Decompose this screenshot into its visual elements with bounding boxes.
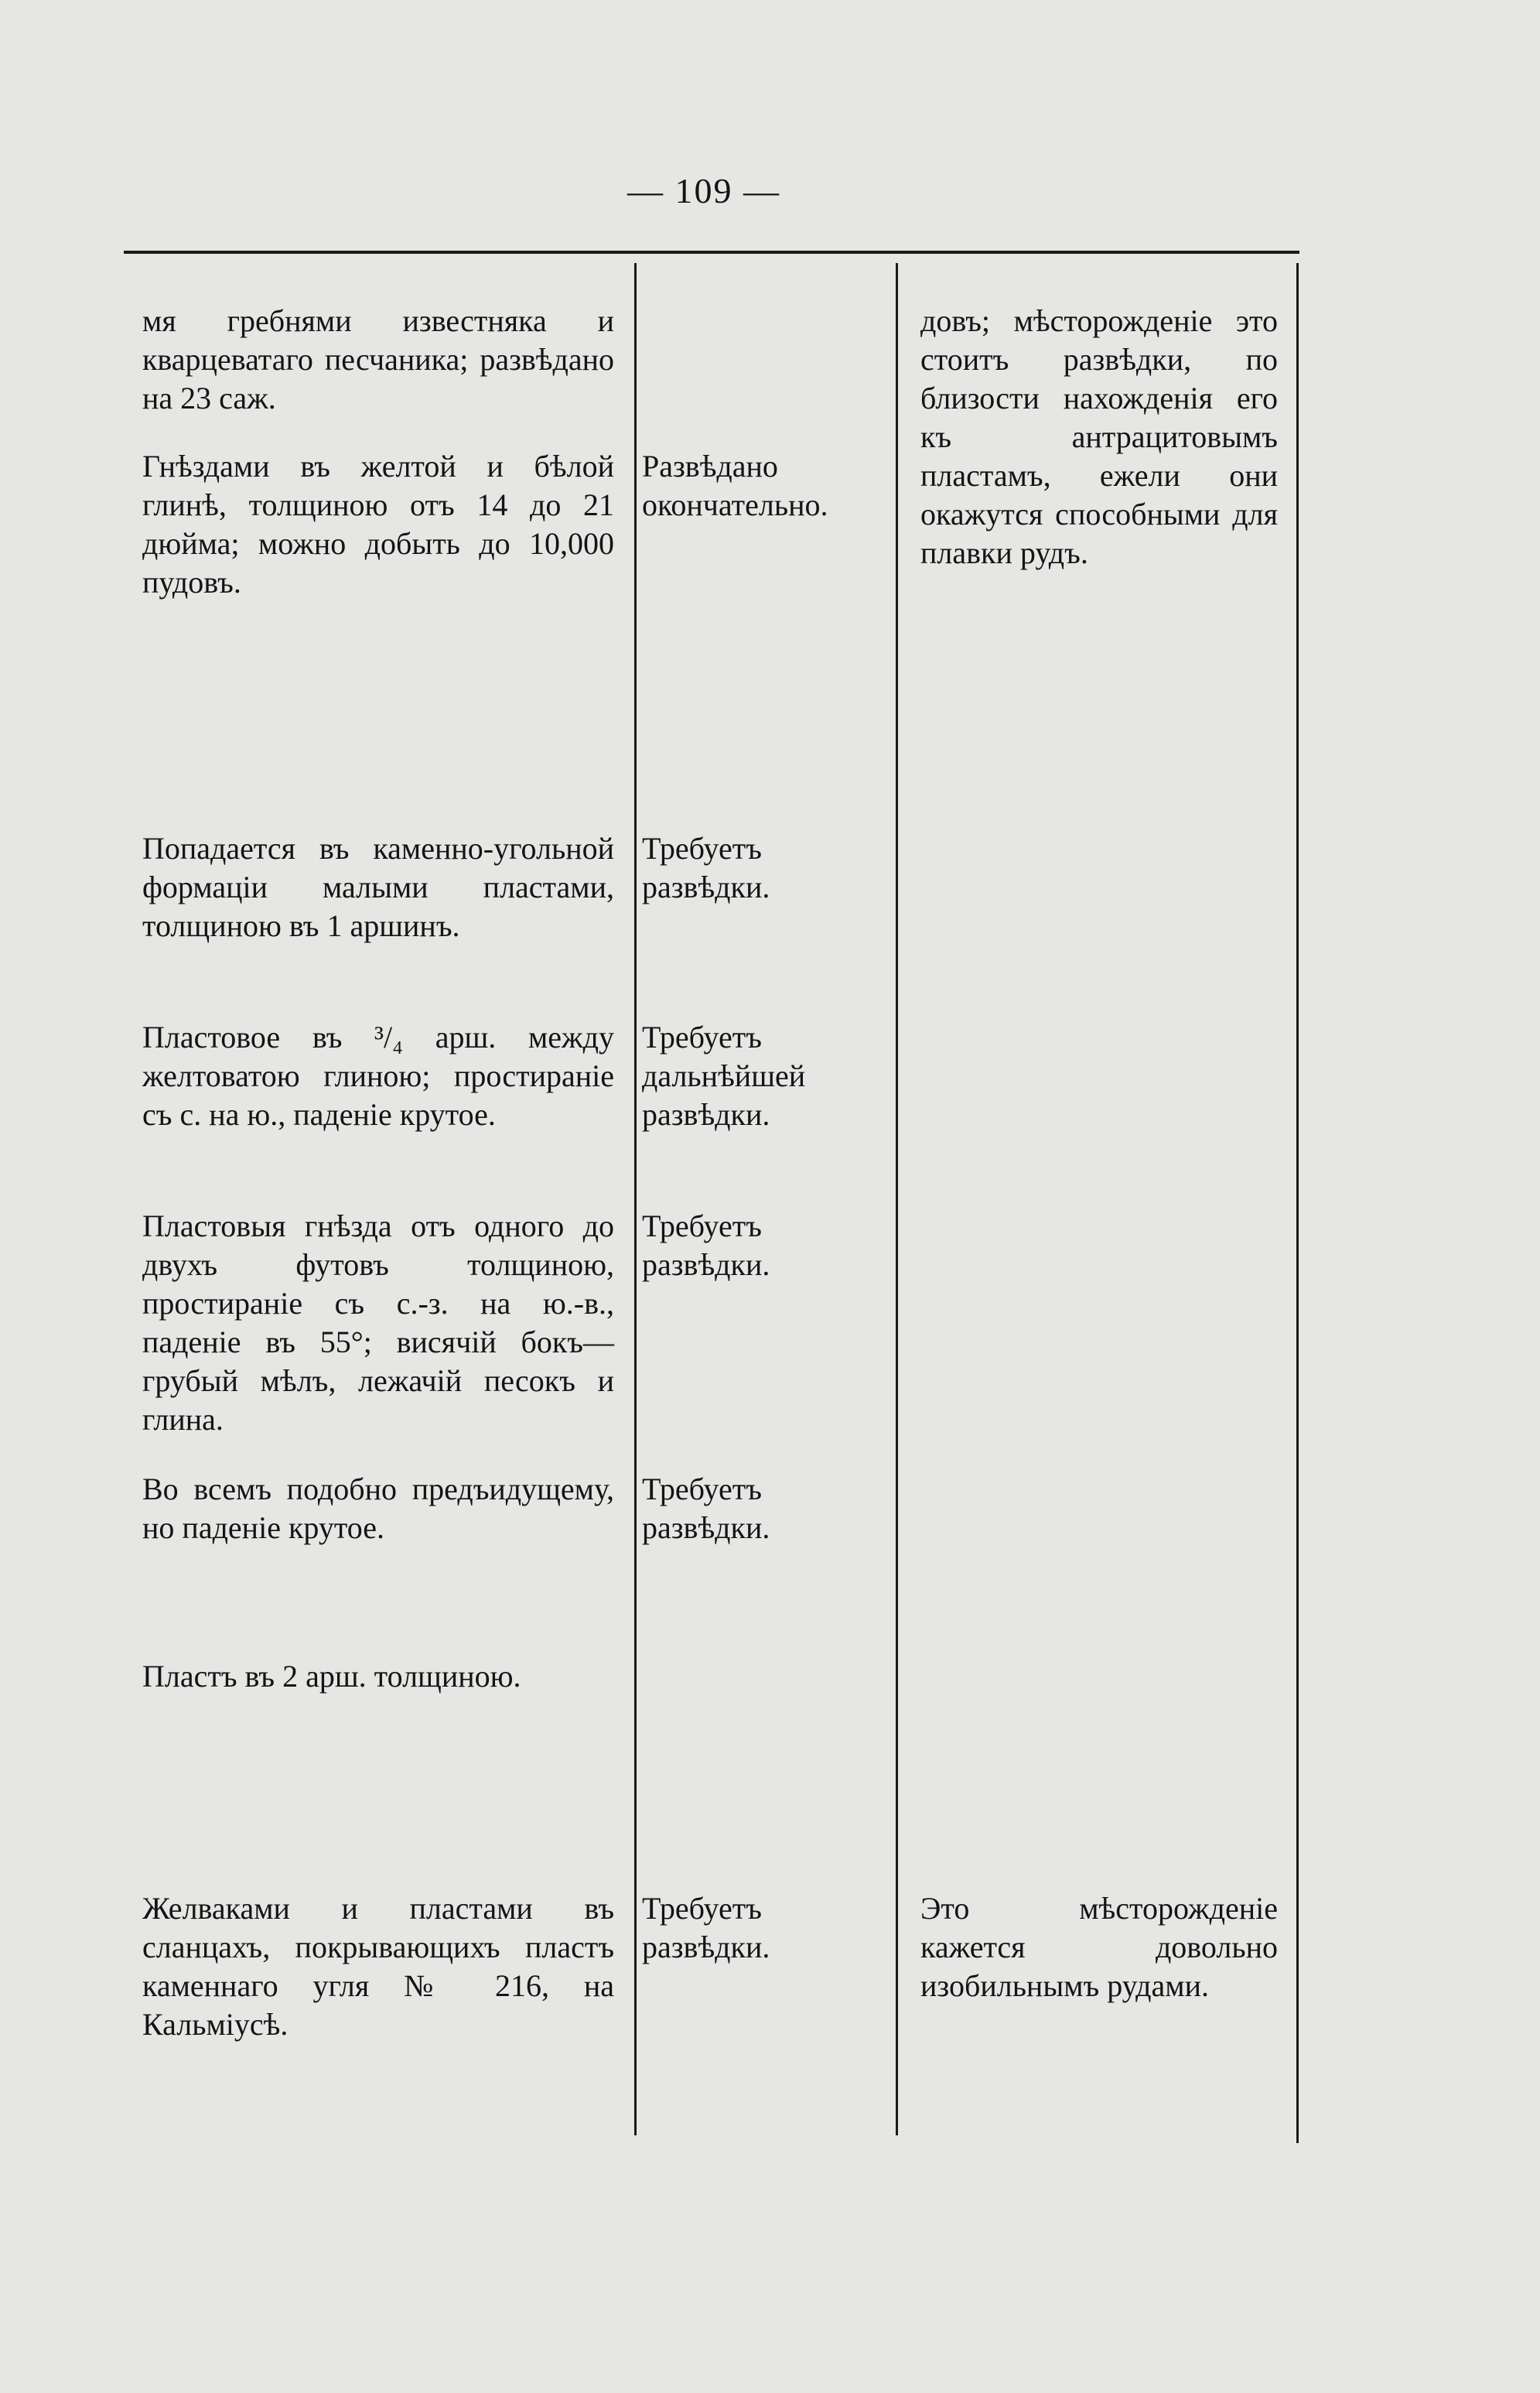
row-4-description: Пластовыя гнѣзда отъ одного до двухъ футовъ толщиною, простираніе съ с.-з. на ю.-в., паденіе въ 55°; висячій бокъ— грубый мѣлъ, лежачій песокъ и глина. xyxy=(142,1208,614,1437)
row-7-description: Желваками и пластами въ сланцахъ, покрывающихъ пластъ каменнаго угля № 216, на Кальміусѣ. xyxy=(142,1891,614,2042)
row-2-status: Требуетъ развѣдки. xyxy=(642,831,770,904)
row-3-description: Пластовое въ ³/₄ арш. между желтоватою глиною; простираніе съ с. на ю., паденіе крутое. xyxy=(142,1020,614,1132)
row-5-description: Во всемъ подобно предъидущему, но паденіе крутое. xyxy=(142,1472,614,1545)
row-6-description: Пластъ въ 2 арш. толщиною. xyxy=(142,1659,521,1694)
row-7-remark: Это мѣсторожденіе кажется довольно изобильнымъ рудами. xyxy=(920,1891,1278,2003)
row-2-description: Попадается въ каменно-угольной формаціи малыми пластами, толщиною въ 1 аршинъ. xyxy=(142,831,614,943)
table-top-rule xyxy=(124,251,1299,254)
row-4-status: Требуетъ развѣдки. xyxy=(642,1208,770,1282)
row-3-status: Требуетъ дальнѣйшей развѣдки. xyxy=(642,1020,806,1132)
row-7-status: Требуетъ развѣдки. xyxy=(642,1891,770,1964)
row-1-description: Гнѣздами въ желтой и бѣлой глинѣ, толщиною отъ 14 до 21 дюйма; можно добыть до 10,000 пудовъ. xyxy=(142,449,614,600)
column-divider-3 xyxy=(1296,263,1299,2143)
row-5-status: Требуетъ развѣдки. xyxy=(642,1472,770,1545)
row-0-remark: довъ; мѣсторожденіе это стоитъ развѣдки, по близости нахожденія его къ антрацитовымъ пластамъ, ежели они окажутся способными для плавки рудъ. xyxy=(920,303,1278,570)
column-divider-1 xyxy=(634,263,637,2135)
page-number: — 109 — xyxy=(627,171,780,210)
column-divider-2 xyxy=(896,263,898,2135)
row-0-description: мя гребнями известняка и кварцеватаго песчаника; развѣдано на 23 саж. xyxy=(142,303,614,415)
row-1-status: Развѣдано окончательно. xyxy=(642,449,828,522)
